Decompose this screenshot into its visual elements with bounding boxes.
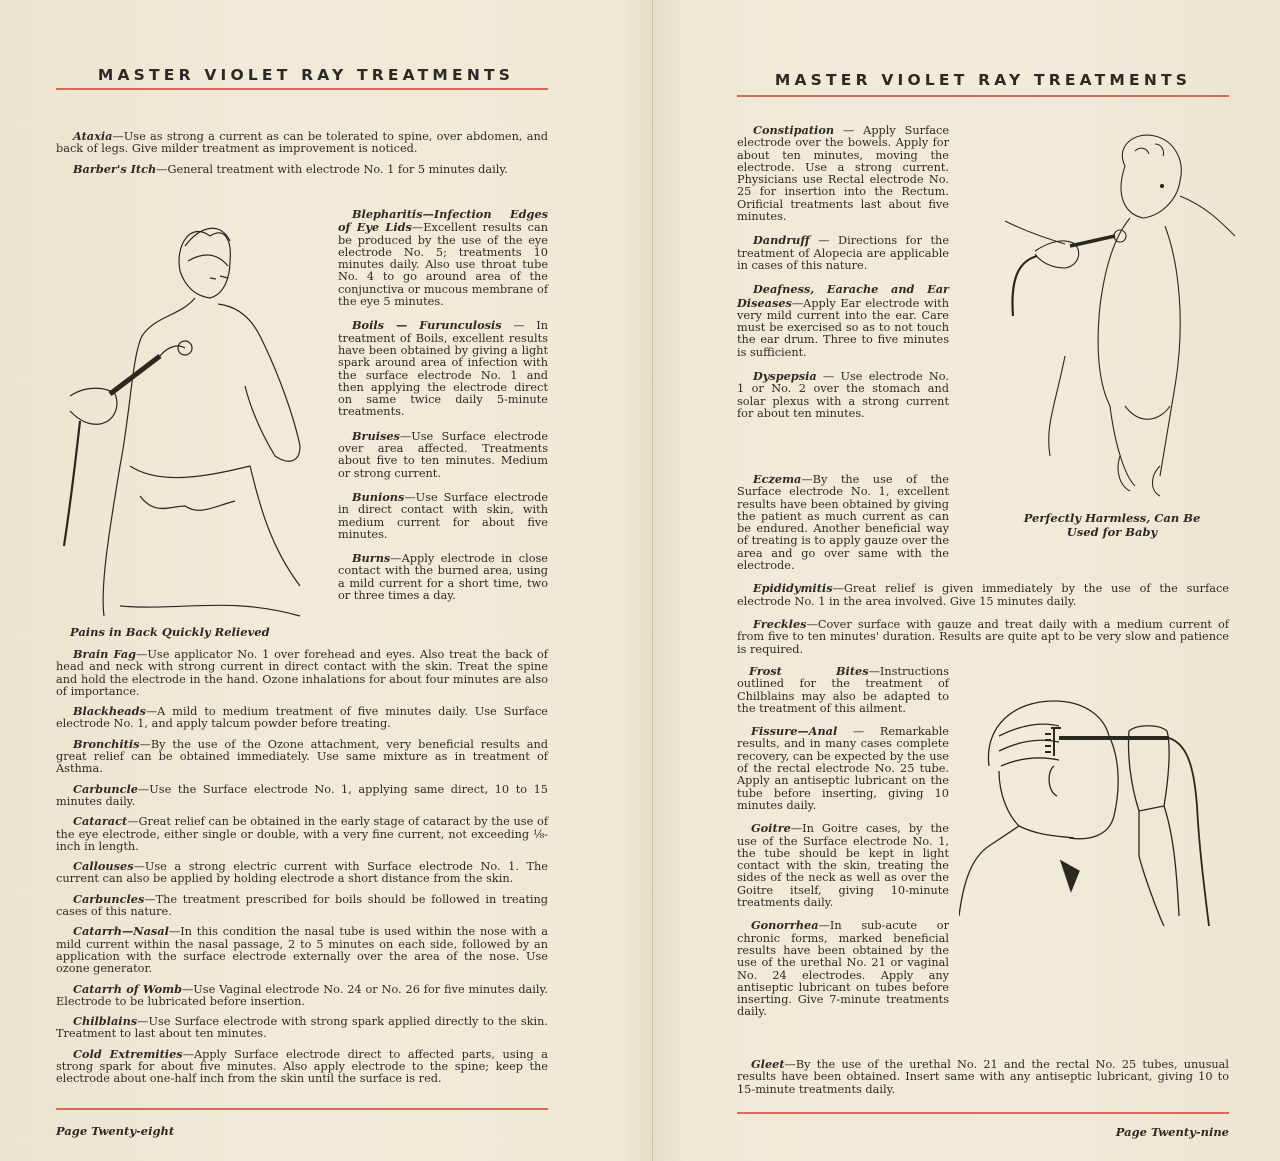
entry-goitre: Goitre—In Goitre cases, by the use of the Surface electrode No. 1, the tube should be kept in light contact with the skin, treating the sides of the neck as well as over the Goitre itself, giving 10-minute treatments daily. bbox=[737, 821, 949, 910]
entries-bottom bbox=[56, 648, 548, 1086]
entry-blackheads: Blackheads—A mild to medium treatment of five minutes daily. Use Surface electrode No. 1, and apply talcum powder before treating. bbox=[56, 704, 548, 731]
page-number: Page Twenty-nine bbox=[1115, 1125, 1229, 1139]
page-twenty-nine bbox=[737, 0, 1229, 1161]
entries-top bbox=[56, 130, 548, 176]
entry-eczema: Eczema—By the use of the Surface electrode No. 1, excellent results have been obtained by giving the patient as much current as can be endured. Another beneficial way of treating is to apply gauze over the area and go over same with the electrode. bbox=[737, 472, 949, 573]
entry-carbuncles: Carbuncles—The treatment prescribed for boils should be followed in treating cases of this nature. bbox=[56, 891, 548, 919]
entry-blepharitis: Blepharitis—Infection Edges of Eye Lids—Excellent results can be produced by the use of the eye electrode No. 5; treatments 10 minutes daily. Also use throat tube No. 4 to go around area of the conjunctiva or mucous membrane of the eye 5 minutes. bbox=[338, 207, 548, 309]
entry-epididymitis: Epididymitis—Great relief is given immediately by the use of the surface electrode No. 1 in the area involved. Give 15 minutes daily. bbox=[737, 581, 1229, 608]
entry-bronchitis: Bronchitis—By the use of the Ozone attachment, very beneficial results and great relief can be obtained immediately. Use same mixture as in treatment of Asthma. bbox=[56, 736, 548, 776]
header-rule bbox=[737, 95, 1229, 97]
entry-catarrh-of-womb: Catarrh of Womb—Use Vaginal electrode No. 24 or No. 26 for five minutes daily. Electrode to be lubricated before insertion. bbox=[56, 981, 548, 1008]
figure-caption: Pains in Back Quickly Relieved bbox=[70, 625, 270, 639]
running-head: MASTER VIOLET RAY TREATMENTS bbox=[97, 66, 515, 84]
entry-callouses: Callouses—Use a strong electric current with Surface electrode No. 1. The current can also be applied by holding electrode a short distance from the skin. bbox=[56, 859, 548, 886]
entry-freckles: Freckles—Cover surface with gauze and treat daily with a medium current of from five to ten minutes' duration. Results are quite apt to be very slow and patience is required. bbox=[737, 616, 1229, 656]
entry-bruises: Bruises—Use Surface electrode over area affected. Treatments about five to ten minutes. Medium or strong current. bbox=[338, 428, 548, 480]
entry-cold-extremities: Cold Extremities—Apply Surface electrode direct to affected parts, using a strong spark for about five minutes. Also apply electrode to the spine; keep the electrode about one-half inch from the skin until the surface is red. bbox=[56, 1046, 549, 1086]
running-head: MASTER VIOLET RAY TREATMENTS bbox=[774, 71, 1192, 89]
entry-carbuncle: Carbuncle—Use the Surface electrode No. 1, applying same direct, 10 to 15 minutes daily. bbox=[56, 781, 548, 808]
entries-beside-figure bbox=[338, 208, 548, 602]
book-spine bbox=[652, 0, 653, 1161]
entries-bottom bbox=[737, 1058, 1229, 1096]
entry-boils: Boils — Furunculosis — In treatment of Boils, excellent results have been obtained by giving a light spark around area of infection with the surface electrode No. 1 and then applying the electrode direct on same twice daily 5-minute treatments. bbox=[338, 318, 548, 419]
entry-ataxia: Ataxia—Use as strong a current as can be tolerated to spine, over abdomen, and back of legs. Give milder treatment as improvement is noticed. bbox=[56, 129, 548, 156]
entry-catarrh-nasal: Catarrh—Nasal—In this condition the nasal tube is used within the nose with a mild current within the nasal passage, 2 to 5 minutes on each side, followed by an application with the surface electrode externally over the area of the nose. Use ozone generator. bbox=[56, 924, 548, 976]
entries-beside-man bbox=[737, 665, 949, 1019]
figure-caption-baby: Perfectly Harmless, Can Be Used for Baby bbox=[1023, 511, 1201, 539]
entry-bunions: Bunions—Use Surface electrode in direct contact with skin, with medium current for about five minutes. bbox=[338, 489, 548, 541]
entry-gonorrhea: Gonorrhea—In sub-acute or chronic forms, marked beneficial results have been obtained by the use of the urethal No. 21 or vaginal No. 24 electrodes. Apply any antiseptic lubricant on tubes before inserting. Give 7-minute treatments daily. bbox=[737, 918, 949, 1019]
woman-receiving-back-treatment-illustration bbox=[60, 206, 330, 626]
entries-beside-baby bbox=[737, 124, 949, 420]
page-number: Page Twenty-eight bbox=[56, 1124, 175, 1138]
entry-cataract: Cataract—Great relief can be obtained in the early stage of cataract by the use of the eye electrode, either single or double, with a very fine current, not exceeding ⅛-inch in length. bbox=[56, 814, 548, 853]
page-twenty-eight bbox=[56, 0, 548, 1161]
entry-burns: Burns—Apply electrode in close contact with the burned area, using a mild current for a short time, two or three times a day. bbox=[338, 551, 548, 603]
entry-dandruff: Dandruff — Directions for the treatment of Alopecia are applicable in cases of this nature. bbox=[737, 233, 949, 272]
entry-deafness: Deafness, Earache and Ear Diseases—Apply Ear electrode with very mild current into the ear. Care must be exercised so as to not touch the ear drum. Three to five minutes is sufficient. bbox=[737, 282, 949, 359]
footer-rule bbox=[737, 1112, 1229, 1114]
entry-constipation: Constipation — Apply Surface electrode over the bowels. Apply for about ten minutes, moving the electrode. Use a strong current. Physicians use Rectal electrode No. 25 for insertion into the Rectum. Orificial treatments last about five minutes. bbox=[737, 123, 949, 224]
entry-barbers-itch: Barber's Itch—General treatment with electrode No. 1 for 5 minutes daily. bbox=[73, 161, 508, 176]
man-applying-comb-electrode-to-head-illustration bbox=[959, 676, 1229, 926]
entry-fissure-anal: Fissure—Anal — Remarkable results, and in many cases complete recovery, can be expected by the use of the rectal electrode No. 25 tube. Apply an antiseptic lubricant on the tube before inserting, giving 10 minutes daily. bbox=[737, 724, 949, 812]
baby-receiving-treatment-illustration bbox=[965, 126, 1250, 506]
entry-frost-bites: Frost Bites—Instructions outlined for the treatment of Chilblains may also be adapted to the treatment of this ailment. bbox=[737, 664, 949, 715]
entries-middle bbox=[737, 473, 1229, 656]
entry-brain-fag: Brain Fag—Use applicator No. 1 over forehead and eyes. Also treat the back of head and neck with strong current in direct contact with the skin. Treat the spine and hold the electrode in the hand. Ozone inhalations for about four minutes are also of importance. bbox=[56, 647, 548, 698]
entry-dyspepsia: Dyspepsia — Use electrode No. 1 or No. 2 over the stomach and solar plexus with a strong current for about ten minutes. bbox=[737, 369, 949, 420]
entry-gleet: Gleet—By the use of the urethal No. 21 and the rectal No. 25 tubes, unusual results have been obtained. Insert same with any antiseptic lubricant, giving 10 to 15-minute treatments daily. bbox=[737, 1057, 1229, 1096]
entry-chilblains: Chilblains—Use Surface electrode with strong spark applied directly to the skin. Treatment to last about ten minutes. bbox=[56, 1014, 548, 1041]
footer-rule bbox=[56, 1108, 548, 1110]
header-rule bbox=[56, 88, 548, 90]
